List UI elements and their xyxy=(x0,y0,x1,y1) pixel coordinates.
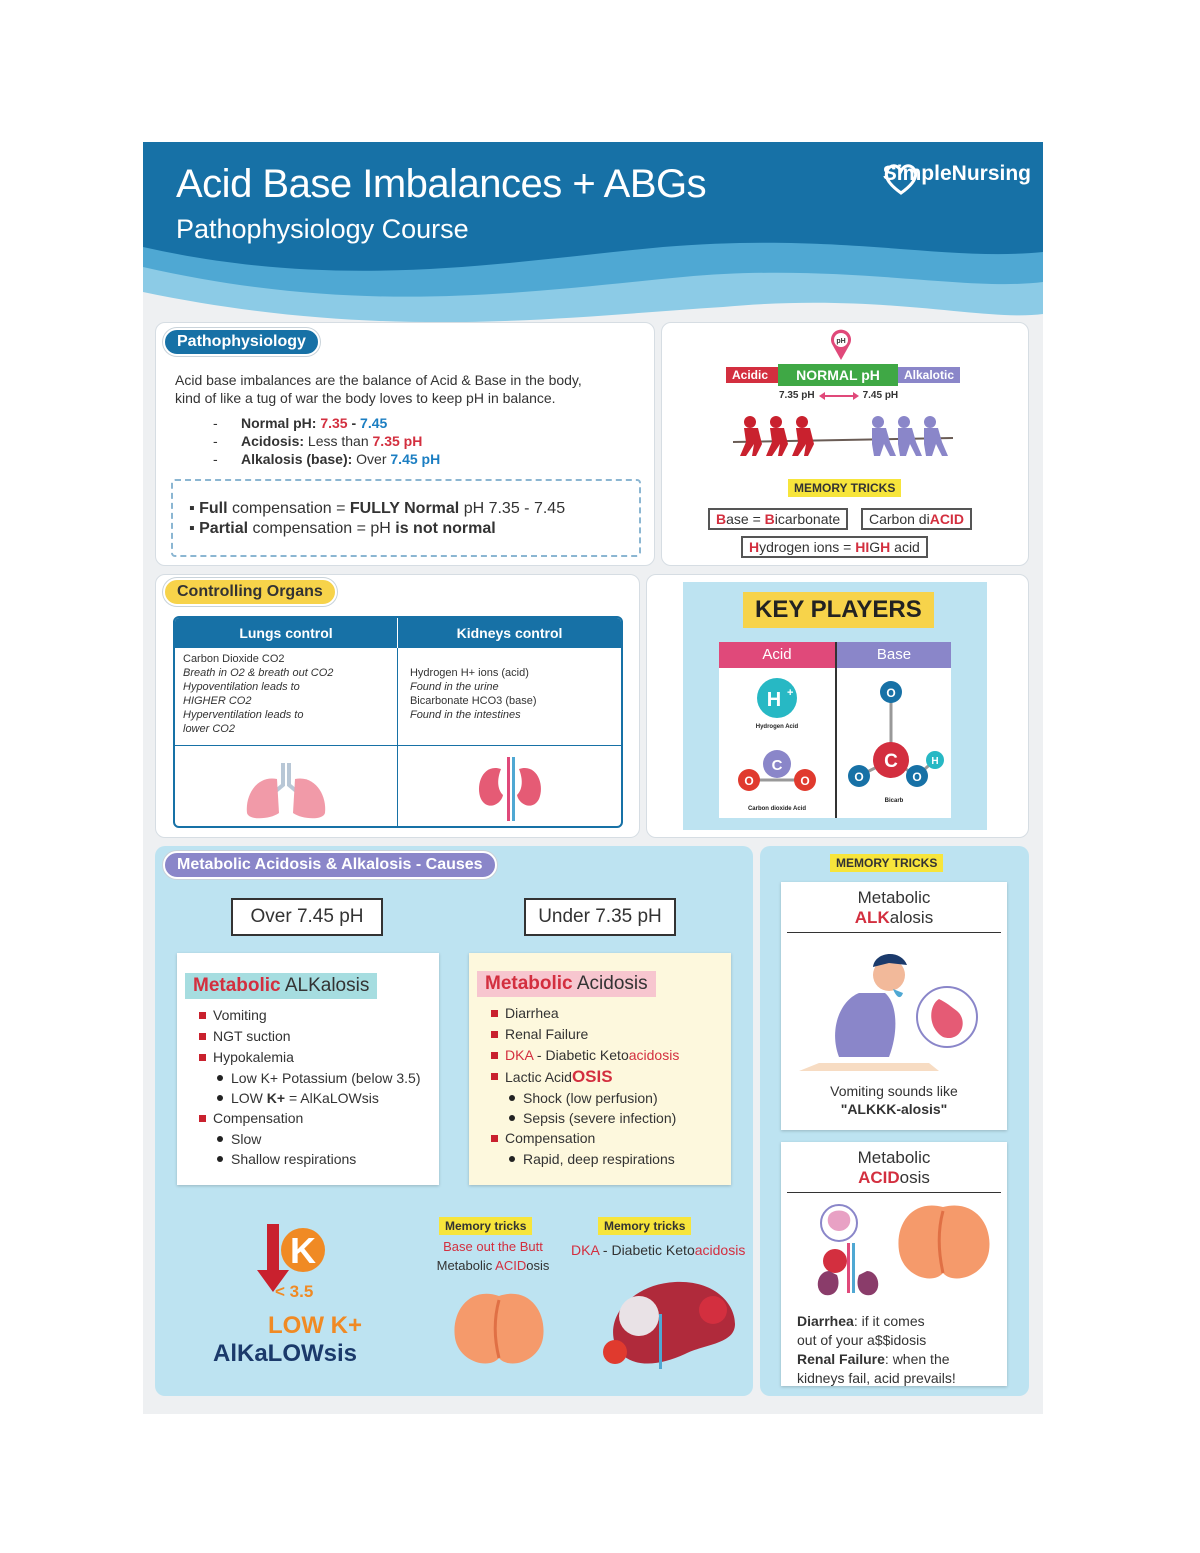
co2-carbon-text: C xyxy=(771,757,783,774)
alkalosis-row: - Alkalosis (base): Over 7.45 pH xyxy=(213,451,441,467)
cause-dka: DKA - Diabetic Ketoacidosis xyxy=(489,1045,723,1066)
acid-column-header: Acid xyxy=(719,642,835,668)
lungs-line-5: Hyperventilation leads to xyxy=(183,709,304,721)
alk-trick-title-line2: ALKalosis xyxy=(854,908,934,927)
kidneys-info xyxy=(398,648,621,745)
alk-trick-divider xyxy=(787,932,1001,933)
lungs-line-2: Breath in O2 & breath out CO2 xyxy=(183,667,334,679)
memory-tricks-label-top: MEMORY TRICKS xyxy=(788,479,901,497)
alkalotic-label: Alkalotic xyxy=(898,367,960,383)
intestine-kidney-peach-illustration xyxy=(789,1201,999,1301)
co2-oxygen-right-text: O xyxy=(800,774,810,788)
vomiting-person-illustration xyxy=(789,941,999,1071)
section-label-metabolic: Metabolic Acidosis & Alkalosis - Causes xyxy=(163,851,497,879)
compensation-text xyxy=(189,499,565,539)
memory-trick-dka: DKA - Diabetic Ketoacidosis xyxy=(571,1242,746,1258)
acid-trick-title-line1: Metabolic xyxy=(857,1148,931,1167)
kidneys-header: Kidneys control xyxy=(398,618,621,648)
header-banner xyxy=(143,142,1043,327)
base-column-header: Base xyxy=(837,642,951,668)
acidosis-comp-details xyxy=(489,1149,723,1169)
memory-tricks-label-2: Memory tricks xyxy=(598,1217,691,1235)
patho-intro xyxy=(175,371,645,407)
acidic-label: Acidic xyxy=(726,367,778,383)
cause-hypokalemia: Hypokalemia xyxy=(197,1047,431,1068)
base-bicarbonate-box: Base = Bicarbonate xyxy=(708,508,848,530)
partial-compensation: ▪ Partial compensation = pH is not normal xyxy=(189,520,496,537)
ph-scale-bar xyxy=(726,365,960,385)
brand-name: SimpleNursing xyxy=(882,162,1031,185)
heart-stethoscope-icon xyxy=(883,162,919,196)
normal-ph-row: - Normal pH: 7.35 - 7.45 xyxy=(213,415,388,431)
diarrhea-line-2: out of your a$$idosis xyxy=(797,1332,927,1348)
full-compensation: ▪ Full compensation = FULLY Normal pH 7.35 - 7.45 xyxy=(189,500,566,517)
tug-of-war-illustration xyxy=(728,412,958,462)
cause-renal-failure: Renal Failure xyxy=(489,1024,723,1045)
ph-marker-text: pH xyxy=(836,338,846,345)
alk-trick-title xyxy=(781,888,1007,928)
hydrogen-h-text: H xyxy=(766,689,782,711)
hypokalemia-details xyxy=(197,1068,431,1108)
metabolic-alkalosis-card xyxy=(177,953,439,1185)
low-k-plus: LOW K+ xyxy=(268,1312,362,1339)
bicarb-molecule xyxy=(837,668,951,818)
ph-marker-icon xyxy=(828,328,854,362)
bicarb-oxygen-top-text: O xyxy=(886,686,896,700)
bicarb-hydrogen-text: H xyxy=(931,756,939,767)
metabolic-alkalosis-title: Metabolic ALKalosis xyxy=(185,973,377,999)
bicarb-oxygen-left-text: O xyxy=(854,770,864,784)
acid-molecules xyxy=(719,668,835,818)
alkalosis-trick-card xyxy=(781,882,1007,1130)
renal-line-1: Renal Failure: when the xyxy=(797,1351,950,1367)
carbon-dioxide-label: Carbon dioxide Acid xyxy=(747,806,807,812)
bicarb-oxygen-right-text: O xyxy=(912,770,922,784)
k-threshold: < 3.5 xyxy=(275,1282,314,1301)
kidney-line-1: Hydrogen H+ ions (acid) xyxy=(409,667,529,679)
under-735-box: Under 7.35 pH xyxy=(524,898,676,936)
normal-ph-label: NORMAL pH xyxy=(778,364,898,386)
hydrogen-plus-text: + xyxy=(787,687,794,699)
ph-range-arrow xyxy=(779,390,898,401)
kidney-line-4: Found in the intestines xyxy=(409,709,521,721)
compensation-item: Compensation xyxy=(197,1108,431,1129)
butt-line-2: Metabolic ACIDosis xyxy=(436,1258,550,1273)
lungs-header: Lungs control xyxy=(175,618,398,648)
cause-lactic-acidosis: Lactic AcidOSIS xyxy=(489,1066,723,1088)
alk-trick-title-line1: Metabolic xyxy=(857,888,931,907)
low-k-alkalowsis: LOW K+ = AlKaLOWsis xyxy=(197,1088,431,1108)
section-label-controlling-organs: Controlling Organs xyxy=(163,578,337,606)
peach-icon xyxy=(449,1282,549,1372)
metabolic-acidosis-card xyxy=(469,953,731,1185)
organs-table xyxy=(173,616,623,828)
vomit-line-1: Vomiting sounds like xyxy=(830,1083,958,1099)
cause-vomiting: Vomiting xyxy=(197,1005,431,1026)
brand-logo xyxy=(883,162,1031,186)
lungs-line-6: lower CO2 xyxy=(183,723,235,735)
double-arrow-icon xyxy=(819,392,859,400)
lungs-line-3: Hypoventilation leads to xyxy=(183,681,300,693)
kidneys-icon xyxy=(475,755,545,821)
pancreas-blood-cell-icon xyxy=(595,1274,745,1369)
over-745-box: Over 7.45 pH xyxy=(231,898,383,936)
acidosis-compensation xyxy=(489,1128,723,1149)
lungs-info xyxy=(175,648,398,745)
acidosis-causes xyxy=(489,1003,723,1088)
acid-compensation-item: Compensation xyxy=(489,1128,723,1149)
low-potassium: Low K+ Potassium (below 3.5) xyxy=(197,1068,431,1088)
lactic-details xyxy=(489,1088,723,1128)
vomit-line-2: "ALKKK-alosis" xyxy=(840,1101,948,1117)
comp-shallow: Shallow respirations xyxy=(197,1149,431,1169)
ph-high-value: 7.45 pH xyxy=(862,390,899,401)
hydrogen-acid-label: Hydrogen Acid xyxy=(755,724,799,730)
cause-diarrhea: Diarrhea xyxy=(489,1003,723,1024)
acidosis-trick-card xyxy=(781,1142,1007,1386)
section-label-pathophysiology: Pathophysiology xyxy=(163,328,320,356)
lungs-icon xyxy=(241,755,331,821)
metabolic-acidosis-title: Metabolic Acidosis xyxy=(477,971,656,997)
cause-ngt-suction: NGT suction xyxy=(197,1026,431,1047)
alkalowsis-text: AlKaLOWsis xyxy=(213,1340,358,1367)
acid-trick-divider xyxy=(787,1192,1001,1193)
lungs-line-4: HIGHER CO2 xyxy=(183,695,252,707)
acid-trick-text xyxy=(797,1312,1007,1388)
bicarb-label: Bicarb xyxy=(884,798,904,804)
hydrogen-ions-box: Hydrogen ions = HIGH acid xyxy=(741,536,928,558)
page-title: Acid Base Imbalances + ABGs xyxy=(176,162,707,206)
bicarb-carbon-text: C xyxy=(884,751,898,772)
patho-intro-line-2: kind of like a tug of war the body loves to keep pH in balance. xyxy=(175,390,556,406)
lungs-line-1: Carbon Dioxide CO2 xyxy=(183,653,285,665)
carbon-diacid-box: Carbon diACID xyxy=(861,508,972,530)
comp-rapid-deep: Rapid, deep respirations xyxy=(489,1149,723,1169)
acidosis-row: - Acidosis: Less than 7.35 pH xyxy=(213,433,423,449)
butt-line-1: Base out the Butt xyxy=(443,1239,543,1254)
memory-trick-butt xyxy=(433,1237,553,1275)
vomit-trick-text xyxy=(781,1082,1007,1118)
kidney-line-2: Found in the urine xyxy=(409,681,499,693)
renal-line-2: kidneys fail, acid prevails! xyxy=(797,1370,956,1386)
k-letter-text: K xyxy=(290,1230,316,1271)
memory-tricks-label-right: MEMORY TRICKS xyxy=(830,854,943,872)
alkalosis-comp-details xyxy=(197,1129,431,1169)
key-players-title: KEY PLAYERS xyxy=(743,592,934,628)
page-subtitle: Pathophysiology Course xyxy=(176,214,469,244)
alkalosis-compensation xyxy=(197,1108,431,1129)
comp-slow: Slow xyxy=(197,1129,431,1149)
acid-trick-title-line2: ACIDosis xyxy=(858,1168,930,1187)
shock-item: Shock (low perfusion) xyxy=(489,1088,723,1108)
acid-trick-title xyxy=(781,1148,1007,1188)
ph-low-value: 7.35 pH xyxy=(779,390,815,401)
kidney-line-3: Bicarbonate HCO3 (base) xyxy=(409,695,537,707)
diarrhea-line-1: Diarrhea: if it comes xyxy=(797,1313,925,1329)
ph-ranges-list xyxy=(213,414,633,468)
infographic-sheet xyxy=(143,142,1043,1414)
sepsis-item: Sepsis (severe infection) xyxy=(489,1108,723,1128)
patho-intro-line-1: Acid base imbalances are the balance of Acid & Base in the body, xyxy=(175,372,582,388)
memory-tricks-label-1: Memory tricks xyxy=(439,1217,532,1235)
co2-oxygen-left-text: O xyxy=(744,774,754,788)
alkalosis-causes xyxy=(197,1005,431,1068)
